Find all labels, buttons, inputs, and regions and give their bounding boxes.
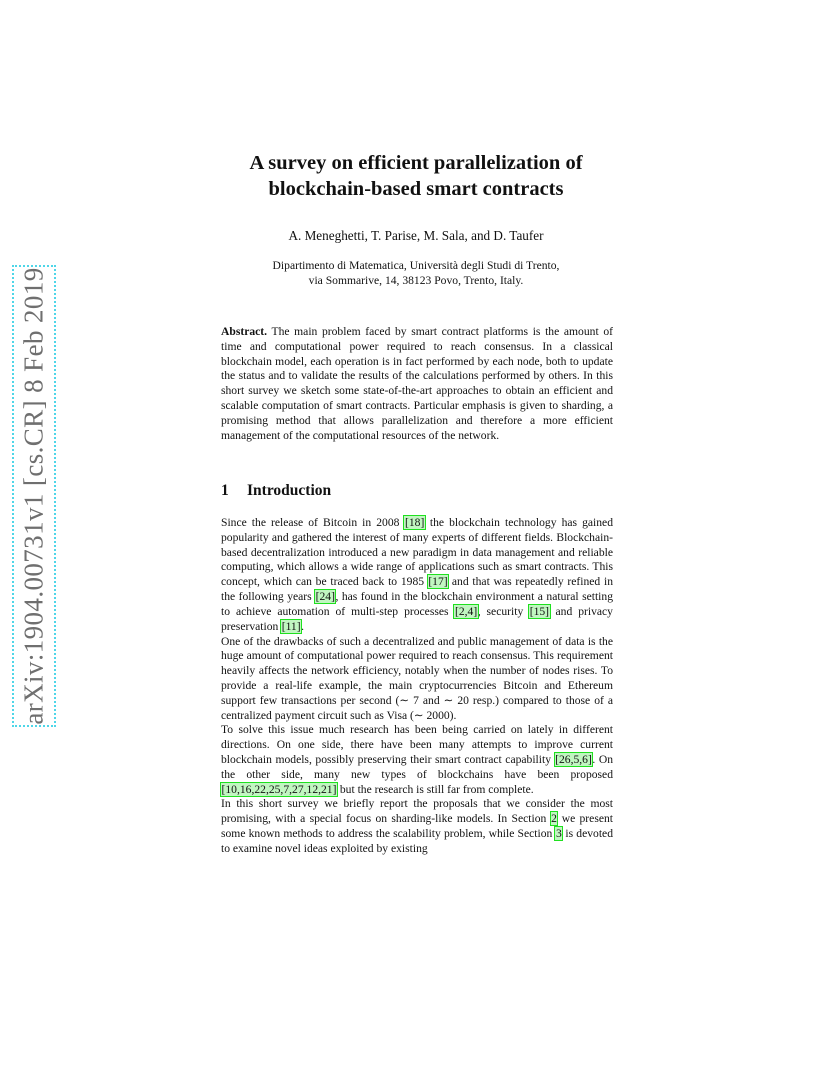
citation-link[interactable]: [15] bbox=[529, 604, 550, 618]
section-number: 1 bbox=[221, 482, 229, 499]
paper-title bbox=[140, 150, 692, 202]
text-run: In this short survey we briefly report the proposals that we consider the most promising, with a special focus on sharding-like models. In Section bbox=[221, 797, 613, 826]
paragraph-3 bbox=[221, 723, 613, 797]
title-line-2: blockchain-based smart contracts bbox=[268, 178, 564, 200]
citation-link[interactable]: [10,16,22,25,7,27,12,21] bbox=[221, 782, 337, 796]
paragraph-1 bbox=[221, 516, 613, 635]
text-run: , has found in the blockchain environment a natural setting to achieve automation of multi-step processes bbox=[221, 590, 613, 618]
affiliation-line-1: Dipartimento di Matematica, Università degli Studi di Trento, bbox=[272, 259, 560, 272]
authors: A. Meneghetti, T. Parise, M. Sala, and D. Taufer bbox=[288, 228, 544, 243]
section-heading bbox=[221, 482, 331, 500]
text-run: but the research is still far from complete. bbox=[336, 782, 534, 796]
abstract-text: The main problem faced by smart contract platforms is the amount of time and computational power required to reach consensus. In a classical blockchain model, each operation is in fact performed by each node, both to update the status and to validate the results of the calculations performed by others. In this short survey we sketch some state-of-the-art approaches to obtain an efficient and scalable computation of smart contracts. Particular emphasis is given to sharding, a promising method that allows parallelization and therefore a more efficient management of the computational resources of the network. bbox=[221, 325, 613, 442]
text-run: the blockchain technology has gained popularity and gathered the interest of many experts of different fields. Blockchain-based decentralization introduced a new paradigm in data management and reliable computing, which allows a wide range of applications such as smart contracts. This concept, which can be traced back to 1985 bbox=[221, 516, 613, 589]
text-run: is devoted to examine novel ideas exploited by existing bbox=[221, 827, 613, 855]
title-line-1: A survey on efficient parallelization of bbox=[249, 152, 583, 174]
abstract bbox=[221, 325, 613, 443]
text-run: , security bbox=[477, 604, 530, 618]
text-run: we present some known methods to address the scalability problem, while Section bbox=[221, 812, 613, 841]
section-body bbox=[221, 516, 613, 857]
section-title: Introduction bbox=[247, 482, 332, 499]
citation-link[interactable]: [18] bbox=[404, 516, 425, 529]
citation-link[interactable]: [11] bbox=[281, 619, 301, 633]
section-ref-link[interactable]: 2 bbox=[551, 812, 557, 826]
text-run: and that was repeatedly refined in the following years bbox=[221, 575, 613, 604]
citation-link[interactable]: [2,4] bbox=[454, 604, 478, 618]
citation-link[interactable]: [26,5,6] bbox=[555, 753, 592, 766]
text-run: Since the release of Bitcoin in 2008 bbox=[221, 516, 405, 529]
text-run: and privacy preservation bbox=[221, 604, 613, 633]
arxiv-id-text: arXiv:1904.00731v1 [cs.CR] 8 Feb 2019 bbox=[18, 267, 49, 725]
citation-link[interactable]: [24] bbox=[315, 590, 335, 604]
paragraph-4 bbox=[221, 797, 613, 856]
citation-link[interactable]: [17] bbox=[428, 575, 448, 589]
affiliation bbox=[140, 258, 692, 288]
arxiv-identifier-stamp[interactable] bbox=[12, 265, 56, 727]
text-run: . bbox=[301, 619, 304, 633]
abstract-label: Abstract. bbox=[221, 325, 268, 338]
text-run: To solve this issue much research has been being carried on lately in different directions. On one side, there have been many attempts to improve current blockchain models, possibly preserving their smart contract capability bbox=[221, 723, 613, 766]
text-run: . On the other side, many new types of blockchains have been proposed bbox=[221, 753, 613, 781]
affiliation-line-2: via Sommarive, 14, 38123 Povo, Trento, Italy. bbox=[308, 274, 524, 287]
section-ref-link[interactable]: 3 bbox=[555, 827, 562, 841]
paragraph-2: One of the drawbacks of such a decentralized and public management of data is the huge amount of computational power required to reach consensus. This requirement heavily affects the network efficiency, notably when the number of nodes rises. To provide a real-life example, the main cryptocurrencies Bitcoin and Ethereum support few transactions per second (∼ 7 and ∼ 20 resp.) compared to those of a centralized payment circuit such as Visa (∼ 2000). bbox=[221, 634, 613, 722]
